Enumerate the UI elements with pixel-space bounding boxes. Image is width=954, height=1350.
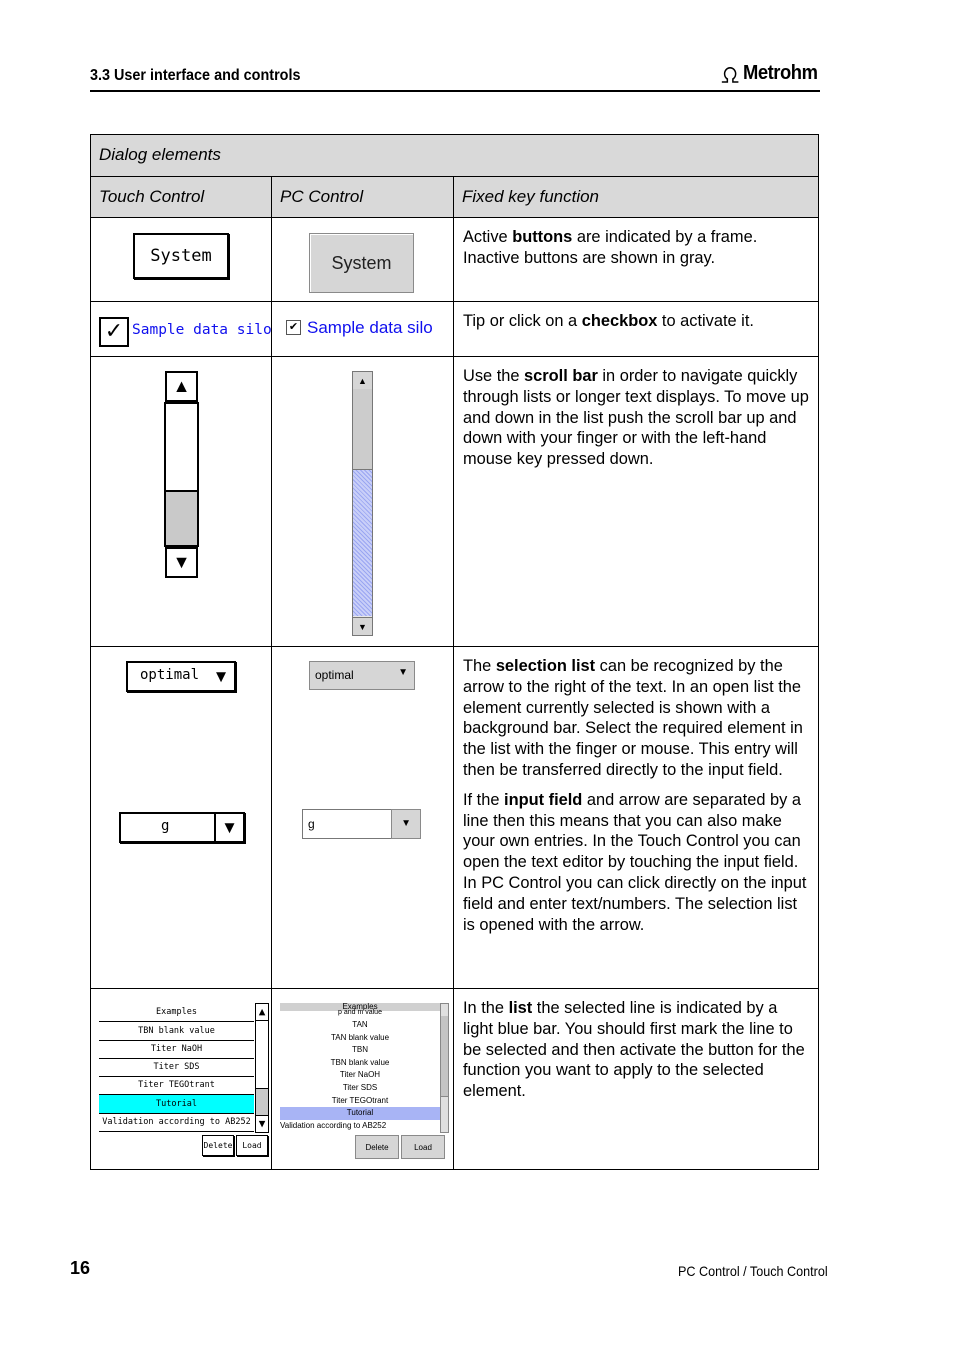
footer-product: PC Control / Touch Control bbox=[678, 1263, 828, 1279]
selection-list-description bbox=[454, 647, 819, 989]
column-header-pc: PC Control bbox=[272, 177, 454, 218]
pc-input-value: g bbox=[308, 817, 315, 831]
list-item[interactable]: Validation according to AB252 bbox=[99, 1113, 254, 1132]
pc-checkbox-cell bbox=[272, 302, 454, 357]
pc-select-value: optimal bbox=[315, 668, 354, 682]
pc-select-cell bbox=[272, 647, 454, 989]
list-item[interactable]: TBN blank value bbox=[330, 1058, 390, 1067]
dialog-elements-table bbox=[90, 134, 819, 1170]
list-item[interactable]: TAN blank value bbox=[330, 1033, 390, 1042]
list-item[interactable]: Titer TEGOtrant bbox=[99, 1076, 254, 1095]
down-arrow-icon[interactable]: ▼ bbox=[256, 1115, 268, 1132]
load-button[interactable]: Load bbox=[236, 1135, 268, 1156]
pc-list[interactable] bbox=[280, 1003, 450, 1163]
list-item[interactable]: TBN blank value bbox=[99, 1022, 254, 1041]
touch-checkbox-label: Sample data silo bbox=[132, 322, 272, 338]
touch-select-value: optimal bbox=[140, 667, 200, 683]
pc-system-button[interactable]: System bbox=[309, 233, 414, 293]
table-caption: Dialog elements bbox=[91, 135, 819, 177]
up-arrow-icon: ▲ bbox=[172, 376, 191, 396]
touch-scroll-track[interactable] bbox=[164, 402, 199, 547]
chevron-down-icon[interactable]: ▼ bbox=[212, 666, 230, 686]
down-arrow-icon: ▼ bbox=[172, 552, 191, 572]
pc-scroll-track[interactable] bbox=[352, 371, 373, 636]
list-header: Examples bbox=[280, 1003, 440, 1011]
touch-list[interactable] bbox=[99, 1003, 269, 1163]
list-item[interactable]: Titer SDS bbox=[99, 1058, 254, 1077]
pc-selection-list[interactable] bbox=[309, 661, 415, 690]
list-item[interactable]: TBN bbox=[352, 1045, 368, 1054]
pc-input-dropdown-button[interactable] bbox=[391, 809, 421, 839]
list-item[interactable]: p and m value bbox=[338, 1009, 382, 1016]
touch-input-value: g bbox=[161, 818, 170, 834]
input-field-paragraph: If the input field and arrow are separated by a line then this means that you can also make your own entries. In the Touch Control you can open the text editor by touching the input field. In PC Control you can click directly on the input field and enter text/numbers. The selection list is opened with the arrow. bbox=[463, 790, 807, 934]
pc-scrollbar-cell bbox=[272, 357, 454, 647]
omega-logo-icon bbox=[720, 65, 740, 83]
header-rule bbox=[90, 90, 820, 92]
touch-checkbox-cell bbox=[91, 302, 272, 357]
list-item[interactable]: Titer TEGOtrant bbox=[331, 1096, 389, 1105]
buttons-description: Active buttons are indicated by a frame. Inactive buttons are shown in gray. bbox=[454, 218, 819, 302]
list-item[interactable]: Validation according to AB252 bbox=[280, 1121, 387, 1130]
list-item[interactable]: Titer SDS bbox=[342, 1083, 378, 1092]
column-header-function: Fixed key function bbox=[454, 177, 819, 218]
pc-button-cell bbox=[272, 218, 454, 302]
up-arrow-icon[interactable]: ▲ bbox=[256, 1004, 268, 1021]
down-arrow-icon: ▼ bbox=[358, 621, 367, 632]
pc-scroll-page-area[interactable] bbox=[353, 470, 372, 616]
load-button[interactable]: Load bbox=[401, 1135, 445, 1159]
pc-checkbox[interactable]: ✔ bbox=[286, 320, 301, 335]
list-item[interactable]: TAN bbox=[352, 1020, 368, 1029]
pc-scroll-thumb[interactable] bbox=[353, 389, 372, 470]
logo-text: Metrohm bbox=[743, 62, 818, 84]
touch-input-field[interactable] bbox=[119, 812, 245, 843]
pc-list-scroll-thumb[interactable] bbox=[441, 1016, 448, 1097]
pc-checkbox-label: Sample data silo bbox=[307, 318, 433, 337]
list-header: Examples bbox=[99, 1003, 254, 1022]
pc-input-field[interactable] bbox=[302, 809, 392, 839]
list-item-selected[interactable]: Tutorial bbox=[99, 1095, 254, 1114]
selection-list-paragraph: The selection list can be recognized by the arrow to the right of the text. In an open list the element currently selected is shown with a background bar. Select the required element in the list with the finger or mouse. This entry will then be transferred directly to the input field. bbox=[463, 657, 803, 779]
list-description: In the list the selected line is indicated by a light blue bar. You should first mark the line to be selected and then activate the button for the function you want to apply to the selected element. bbox=[454, 989, 819, 1170]
touch-list-scrollbar[interactable] bbox=[255, 1003, 269, 1133]
scrollbar-description: Use the scroll bar in order to navigate quickly through lists or longer text displays. To move up and down in the list push the scroll bar up and down with your finger or with the left-hand mouse key pressed down. bbox=[454, 357, 819, 647]
metrohm-logo bbox=[720, 62, 817, 85]
list-item-selected[interactable]: Tutorial bbox=[280, 1107, 440, 1120]
pc-scroll-up-button[interactable] bbox=[352, 371, 373, 390]
touch-scroll-thumb[interactable] bbox=[166, 490, 197, 545]
touch-button-cell bbox=[91, 218, 272, 302]
pc-scroll-down-button[interactable] bbox=[352, 617, 373, 636]
touch-checkbox[interactable]: ✓ bbox=[99, 317, 129, 347]
delete-button[interactable]: Delete bbox=[202, 1135, 234, 1156]
pc-list-scrollbar[interactable] bbox=[440, 1003, 449, 1133]
section-title: 3.3 User interface and controls bbox=[90, 67, 301, 84]
chevron-down-icon[interactable]: ▼ bbox=[398, 667, 408, 678]
list-item[interactable]: Titer NaOH bbox=[99, 1040, 254, 1059]
touch-system-button[interactable]: System bbox=[133, 233, 229, 279]
touch-selection-list[interactable] bbox=[126, 661, 236, 692]
touch-select-cell bbox=[91, 647, 272, 989]
touch-scroll-up-button[interactable] bbox=[165, 371, 198, 402]
touch-list-cell bbox=[91, 989, 272, 1170]
column-header-touch: Touch Control bbox=[91, 177, 272, 218]
up-arrow-icon: ▲ bbox=[358, 375, 367, 386]
checkbox-description: Tip or click on a checkbox to activate it. bbox=[454, 302, 819, 357]
touch-list-scroll-thumb[interactable] bbox=[256, 1088, 268, 1115]
touch-scrollbar-cell bbox=[91, 357, 272, 647]
page-number: 16 bbox=[70, 1258, 91, 1278]
chevron-down-icon[interactable]: ▼ bbox=[214, 814, 243, 841]
delete-button[interactable]: Delete bbox=[355, 1135, 399, 1159]
pc-list-cell bbox=[272, 989, 454, 1170]
list-item[interactable]: Titer NaOH bbox=[339, 1070, 381, 1079]
chevron-down-icon: ▼ bbox=[401, 818, 411, 829]
touch-scroll-down-button[interactable] bbox=[165, 547, 198, 578]
